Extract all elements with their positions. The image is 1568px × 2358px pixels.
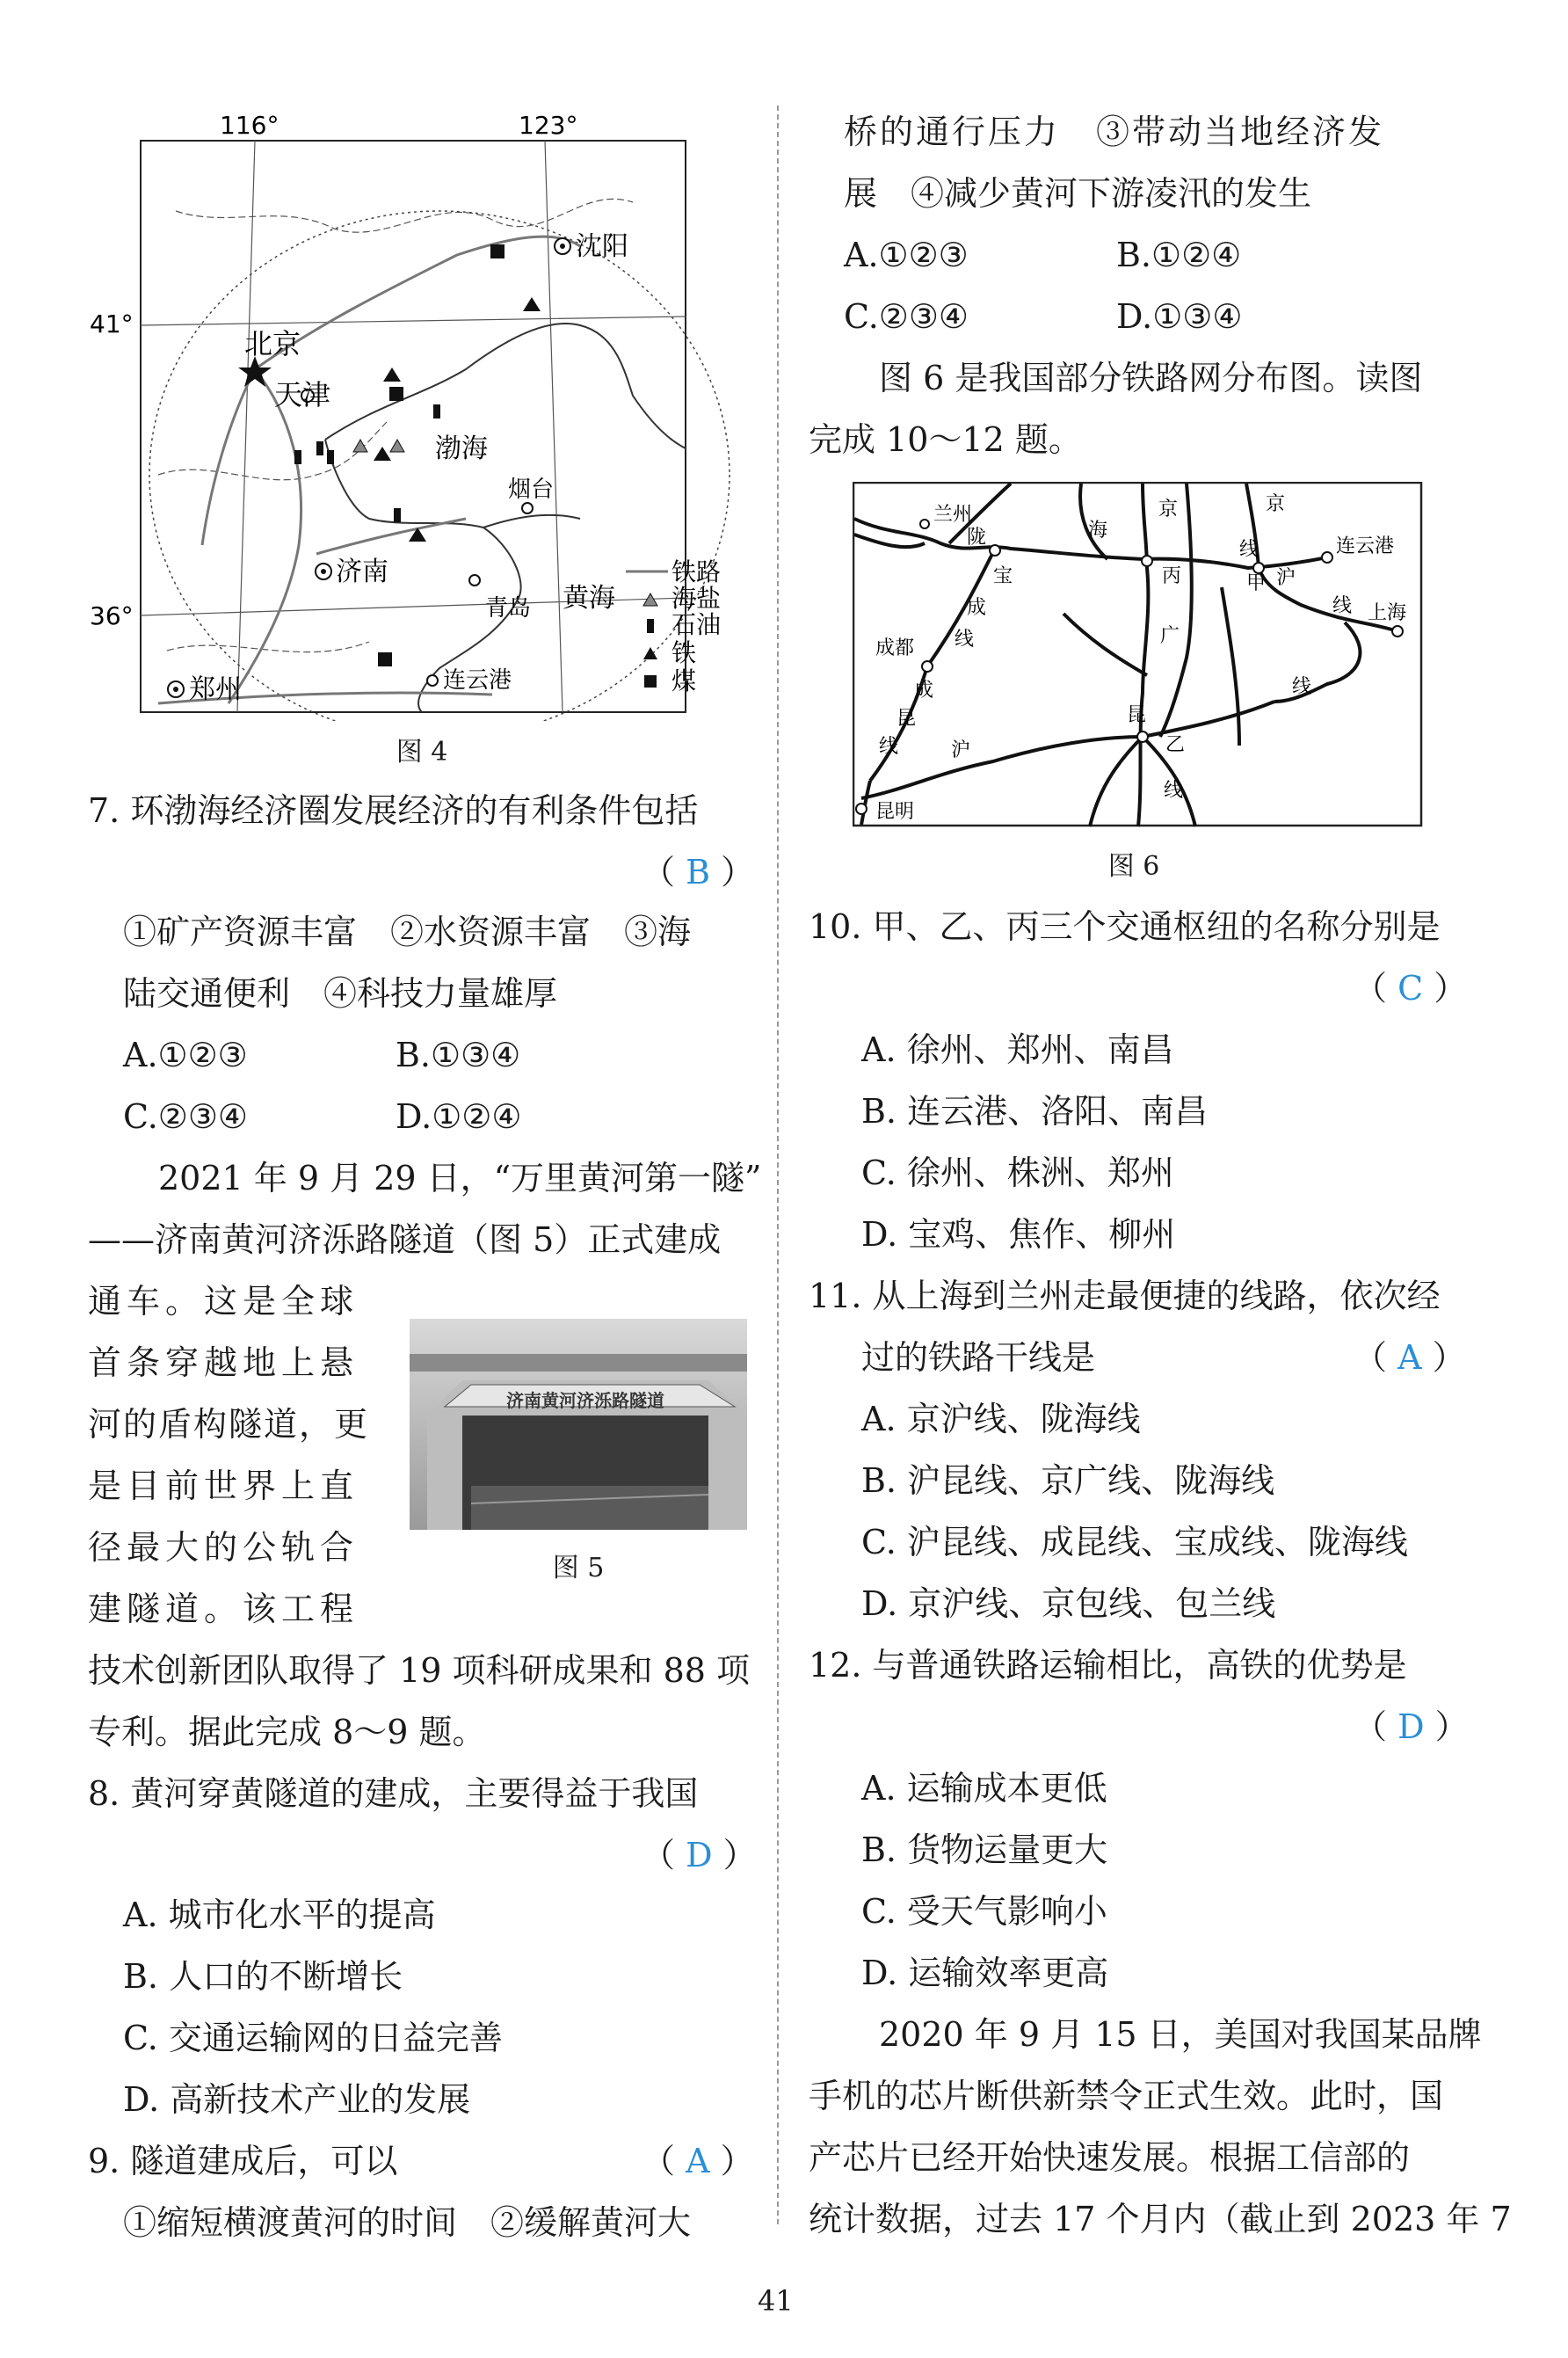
passage1-line-7: 径最大的公轨合 — [88, 1528, 359, 1567]
q11-stem: 11. 从上海到兰州走最便捷的线路，依次经 — [809, 1277, 1441, 1315]
passage1-line-10: 专利。据此完成 8～9 题。 — [88, 1713, 486, 1751]
q8-stem: 8. 黄河穿黄隧道的建成，主要得益于我国 — [88, 1774, 699, 1813]
sea-bohai: 渤海 — [435, 433, 488, 464]
q8-option-b: B. 人口的不断增长 — [123, 1957, 403, 1996]
city-lianyungang: 连云港 — [443, 667, 512, 694]
q12-answer-bracket: （ D ） — [1354, 1707, 1469, 1746]
sea-huanghai: 黄海 — [563, 583, 615, 614]
lat-41-label: 41° — [90, 309, 134, 338]
legend-sea-salt: 海盐 — [671, 584, 722, 613]
passage1-line-2: ——济南黄河济泺路隧道（图 5）正式建成 — [88, 1220, 722, 1259]
fig6-label-cheng-1: 成 — [967, 597, 987, 619]
passage1-line-6: 是目前世界上直 — [88, 1466, 359, 1505]
q9-item-line-3: 展 ④减少黄河下游凌汛的发生 — [844, 174, 1312, 213]
q7-answer-bracket: （ B ） — [642, 853, 755, 892]
fig6-intro-line-2: 完成 10～12 题。 — [809, 420, 1082, 459]
fig6-label-bao: 宝 — [993, 565, 1013, 587]
lat-36-label: 36° — [90, 601, 134, 630]
fig6-label-bing: 丙 — [1162, 565, 1182, 587]
q12-stem: 12. 与普通铁路运输相比，高铁的优势是 — [809, 1646, 1407, 1685]
figure-6-railway-map — [853, 482, 1424, 828]
q11-option-b: B. 沪昆线、京广线、陇海线 — [861, 1461, 1275, 1500]
figure-4-caption: 图 4 — [396, 737, 448, 768]
fig6-label-xian-1: 线 — [1239, 539, 1259, 561]
fig6-label-xian-4: 线 — [879, 736, 899, 758]
fig6-label-kun-2: 昆 — [1127, 704, 1147, 726]
q9-option-d: D.①③④ — [1116, 297, 1243, 336]
q9-stem: 9. 隧道建成后，可以 — [88, 2142, 398, 2180]
q10-answer-bracket: （ C ） — [1354, 969, 1468, 1008]
fig6-label-hai: 海 — [1088, 520, 1108, 542]
q11-answer-bracket: （ A ） — [1354, 1338, 1466, 1377]
q7-answer: B — [686, 853, 711, 892]
city-yantai: 烟台 — [508, 477, 555, 503]
passage1-line-5: 河的盾构隧道，更 — [88, 1405, 370, 1444]
figure-5-caption: 图 5 — [552, 1553, 605, 1583]
passage2-line-1: 2020 年 9 月 15 日，美国对我国某品牌 — [879, 2015, 1482, 2054]
passage2-line-3: 产芯片已经开始快速发展。根据工信部的 — [809, 2138, 1411, 2177]
fig6-label-yi: 乙 — [1165, 734, 1186, 756]
q10-option-d: D. 宝鸡、焦作、柳州 — [861, 1215, 1176, 1254]
fig6-label-chengdu: 成都 — [875, 637, 915, 659]
fig6-label-jing-1: 京 — [1158, 499, 1179, 520]
q9-answer: A — [686, 2142, 710, 2180]
fig6-label-lanzhou: 兰州 — [933, 504, 973, 526]
column-divider — [777, 106, 779, 2224]
q12-option-b: B. 货物运量更大 — [861, 1830, 1108, 1869]
q7-option-c: C.②③④ — [123, 1097, 248, 1136]
oil-icon — [647, 619, 654, 633]
fig6-label-long: 陇 — [967, 527, 987, 549]
passage1-line-1: 2021 年 9 月 29 日，“万里黄河第一隧” — [158, 1159, 762, 1197]
q7-stem: 7. 环渤海经济圈发展经济的有利条件包括 — [88, 791, 699, 830]
fig6-label-cheng-2: 成 — [914, 680, 934, 702]
tunnel-sign: 济南黄河济泺路隧道 — [506, 1390, 664, 1411]
passage1-line-3: 通车。这是全球 — [88, 1282, 359, 1321]
q12-option-c: C. 受天气影响小 — [861, 1892, 1107, 1931]
fig6-label-hu-2: 沪 — [951, 739, 971, 761]
q10-answer: C — [1397, 969, 1424, 1008]
q11-stem-2: 过的铁路干线是 — [861, 1338, 1096, 1377]
q8-answer: D — [686, 1836, 713, 1874]
q11-option-d: D. 京沪线、京包线、包兰线 — [861, 1584, 1276, 1623]
q9-option-c: C.②③④ — [844, 297, 969, 336]
city-jinan: 济南 — [336, 557, 388, 587]
page-number: 41 — [758, 2284, 794, 2318]
fig6-label-xian-6: 线 — [1292, 676, 1312, 698]
passage2-line-4: 统计数据，过去 17 个月内（截止到 2023 年 7 — [809, 2200, 1512, 2238]
passage1-line-8: 建隧道。该工程 — [88, 1590, 359, 1628]
q8-option-d: D. 高新技术产业的发展 — [123, 2080, 471, 2119]
q11-option-a: A. 京沪线、陇海线 — [861, 1400, 1141, 1438]
q9-item-line-2: 桥的通行压力 ③带动当地经济发 — [844, 113, 1385, 151]
q12-option-d: D. 运输效率更高 — [861, 1954, 1109, 1992]
fig6-intro-line-1: 图 6 是我国部分铁路网分布图。读图 — [879, 359, 1423, 397]
city-qingdao: 青岛 — [485, 595, 532, 622]
q7-option-b: B.①③④ — [396, 1036, 521, 1074]
q12-answer: D — [1397, 1707, 1425, 1746]
fig6-label-xian-3: 线 — [1332, 595, 1353, 617]
fig6-label-jia: 甲 — [1246, 572, 1267, 594]
figure-6-caption: 图 6 — [1107, 851, 1160, 882]
q11-answer: A — [1397, 1338, 1422, 1377]
fig6-label-kunming: 昆明 — [875, 801, 915, 823]
passage2-line-2: 手机的芯片断供新禁令正式生效。此时，国 — [809, 2077, 1444, 2115]
q7-item-line-1: ①矿产资源丰富 ②水资源丰富 ③海 — [123, 913, 692, 951]
q10-option-b: B. 连云港、洛阳、南昌 — [861, 1092, 1209, 1131]
lon-123-label: 123° — [519, 111, 578, 140]
legend-coal: 煤 — [671, 666, 697, 695]
q8-option-c: C. 交通运输网的日益完善 — [123, 2019, 503, 2057]
fig6-label-shanghai: 上海 — [1368, 602, 1407, 624]
q7-item-line-2: 陆交通便利 ④科技力量雄厚 — [123, 974, 558, 1013]
q7-option-a: A.①②③ — [123, 1036, 248, 1074]
q7-option-d: D.①②④ — [396, 1097, 522, 1136]
q10-option-a: A. 徐州、郑州、南昌 — [861, 1030, 1174, 1069]
lon-116-label: 116° — [220, 111, 279, 140]
figure-5-photo — [410, 1319, 747, 1530]
q11-option-c: C. 沪昆线、成昆线、宝成线、陇海线 — [861, 1523, 1408, 1561]
q12-option-a: A. 运输成本更低 — [861, 1769, 1107, 1808]
q8-option-a: A. 城市化水平的提高 — [123, 1896, 436, 1934]
legend-railway: 铁路 — [671, 557, 722, 586]
fig6-label-xian-5: 线 — [1164, 780, 1184, 802]
passage1-line-9: 技术创新团队取得了 19 项科研成果和 88 项 — [88, 1651, 751, 1690]
q9-item-line-1: ①缩短横渡黄河的时间 ②缓解黄河大 — [123, 2203, 692, 2242]
city-tianjin: 天津 — [274, 378, 331, 411]
fig6-label-hu-1: 沪 — [1276, 567, 1296, 589]
figure-4-map — [88, 106, 756, 721]
fig6-label-jing-2: 京 — [1266, 493, 1286, 515]
q9-answer-bracket: （ A ） — [642, 2142, 754, 2180]
fig6-label-xian-2: 线 — [955, 629, 975, 651]
legend-iron: 铁 — [671, 638, 697, 667]
q10-stem: 10. 甲、乙、丙三个交通枢纽的名称分别是 — [809, 907, 1441, 946]
q8-answer-bracket: （ D ） — [642, 1836, 757, 1874]
q9-option-b: B.①②④ — [1116, 236, 1242, 274]
city-shenyang: 沈阳 — [576, 231, 628, 262]
q10-option-c: C. 徐州、株洲、郑州 — [861, 1154, 1174, 1192]
legend-oil: 石油 — [671, 610, 722, 639]
coal-icon — [644, 675, 657, 688]
city-beijing: 北京 — [244, 327, 301, 360]
fig6-label-kun-1: 昆 — [897, 708, 917, 730]
fig6-label-guang: 广 — [1160, 625, 1180, 647]
q9-option-a: A.①②③ — [844, 236, 969, 274]
fig6-label-lianyungang: 连云港 — [1336, 535, 1395, 557]
city-zhengzhou: 郑州 — [189, 674, 242, 705]
passage1-line-4: 首条穿越地上悬 — [88, 1343, 359, 1382]
